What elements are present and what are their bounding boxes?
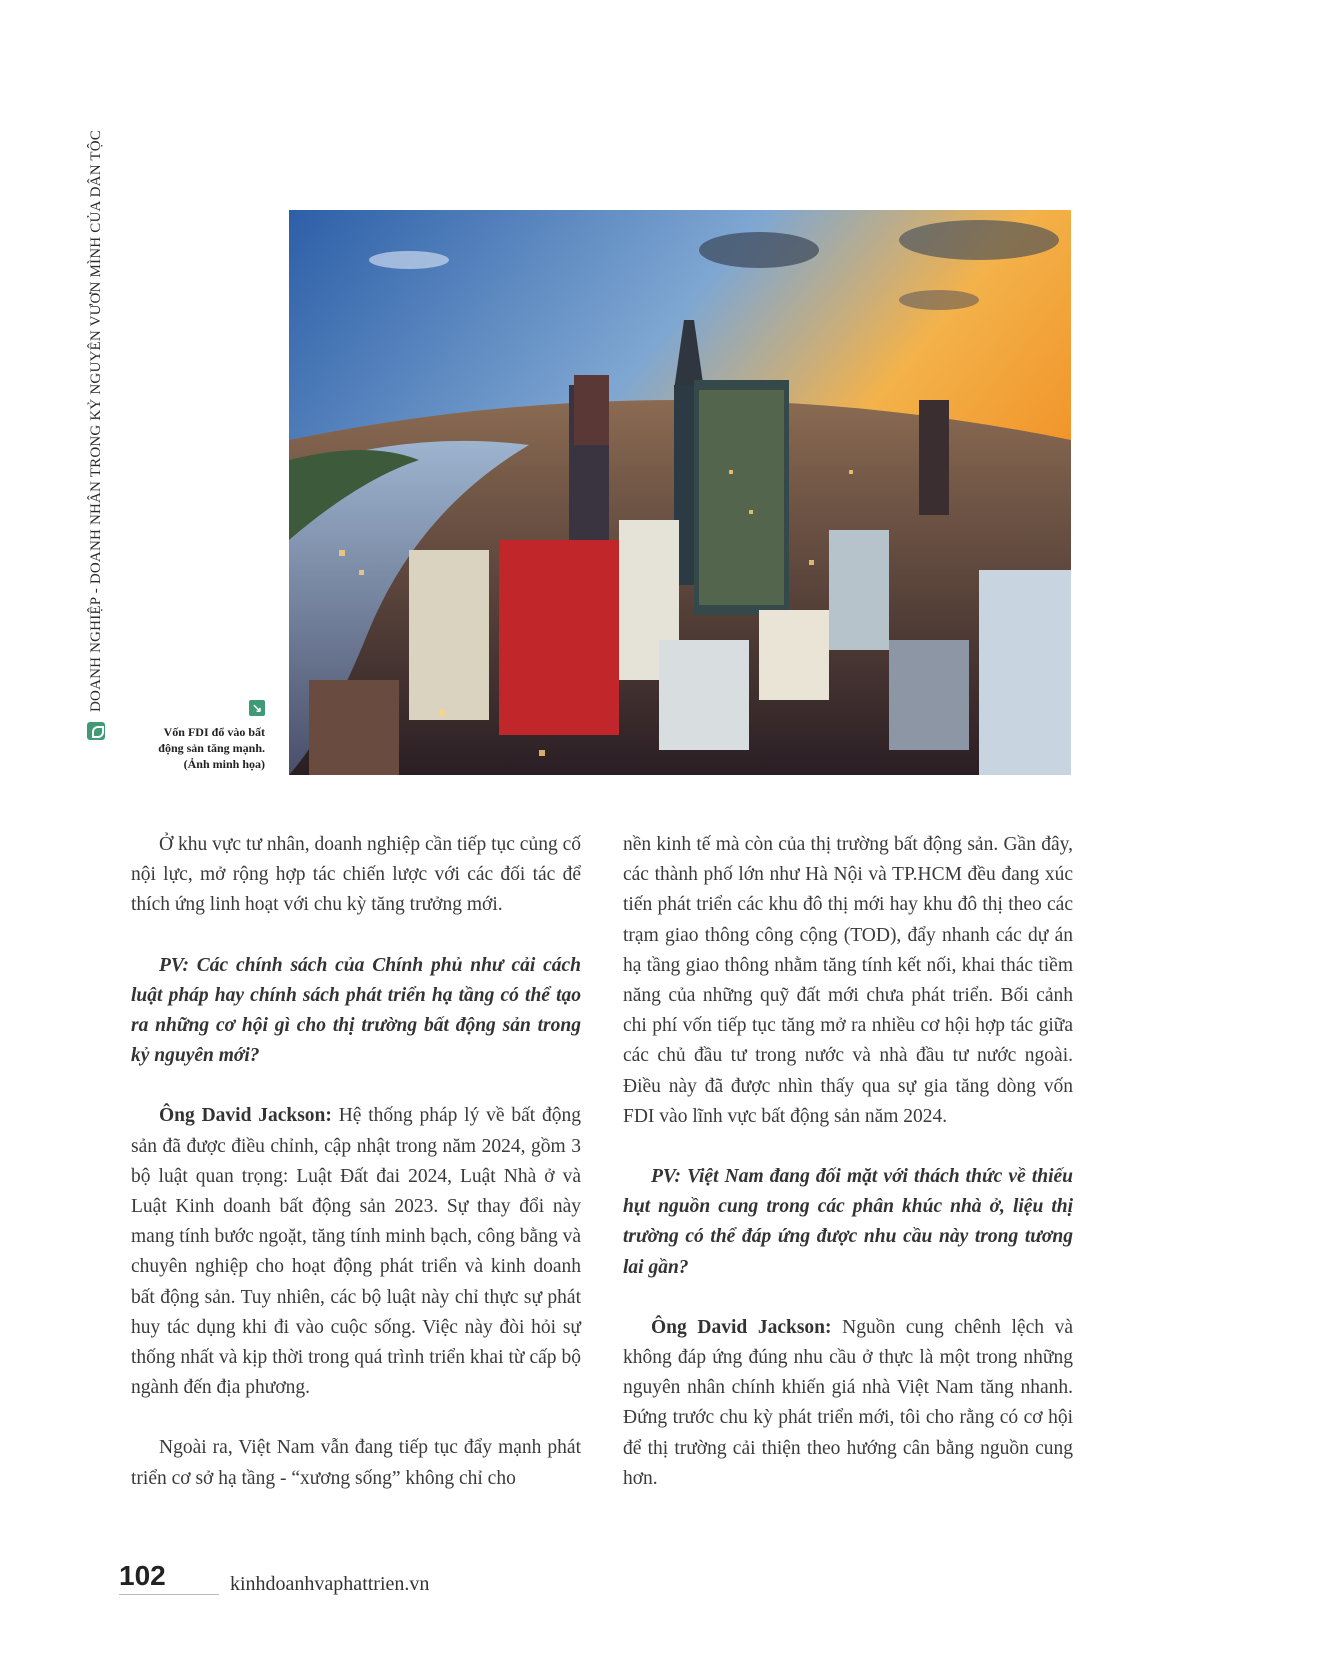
interview-answer: [131, 1101, 581, 1403]
page-number: 102: [119, 1560, 166, 1591]
section-logo-icon: [87, 722, 105, 740]
interview-question: PV: Các chính sách của Chính phủ như cải cách luật pháp hay chính sách phát triển hạ tầng có thể tạo ra những cơ hội gì cho thị trường bất động sản trong kỷ nguyên mới?: [131, 954, 581, 1067]
interview-question: PV: Việt Nam đang đối mặt với thách thức về thiếu hụt nguồn cung trong các phân khúc nhà ở, liệu thị trường có thể đáp ứng được nhu cầu này trong tương lai gần?: [623, 1166, 1073, 1278]
section-title: [87, 100, 105, 740]
city-skyline-illustration: [289, 210, 1071, 775]
paragraph: nền kinh tế mà còn của thị trường bất động sản. Gần đây, các thành phố lớn như Hà Nội và TP.HCM đều đang xúc tiến phát triển các khu đô thị mới hay khu đô thị theo các trạm giao thông công cộng (TOD), đẩy nhanh các dự án hạ tầng giao thông nhằm tăng tính kết nối, khai thác tiềm năng của những quỹ đất mới chưa phát triển. Bối cảnh chi phí vốn tiếp tục tăng mở ra nhiều cơ hội hợp tác giữa các chủ đầu tư trong nước và nhà đầu tư nước ngoài. Điều này đã được nhìn thấy qua sự gia tăng dòng vốn FDI vào lĩnh vực bất động sản năm 2024.: [623, 834, 1073, 1127]
caption-line: (Ảnh minh họa): [183, 757, 265, 771]
caption-line: Vốn FDI đổ vào bất: [163, 725, 265, 739]
answer-text: Hệ thống pháp lý về bất động sản đã được điều chỉnh, cập nhật trong năm 2024, gồm 3 bộ luật quan trọng: Luật Đất đai 2024, Luật Nhà ở và Luật Kinh doanh bất động sản 2023. Sự thay đổi này mang tính bước ngoặt, tăng tính minh bạch, công bằng và chuyên nghiệp cho hoạt động phát triển và kinh doanh bất động sản. Tuy nhiên, các bộ luật này chỉ thực sự phát huy tác dụng khi đi vào cuộc sống. Việc này đòi hỏi sự thống nhất và kịp thời trong quá trình triển khai từ cấp bộ ngành đến địa phương.: [131, 1105, 581, 1399]
speaker-name: Ông David Jackson:: [159, 1105, 332, 1127]
article-column-left: [131, 830, 581, 1524]
article-column-right: [623, 830, 1073, 1524]
section-title-text: DOANH NGHIỆP - DOANH NHÂN TRONG KỶ NGUYÊN VƯƠN MÌNH CỦA DÂN TỘC: [87, 129, 104, 712]
answer-text: Nguồn cung chênh lệch và không đáp ứng đúng nhu cầu ở thực là một trong những nguyên nhân chính khiến giá nhà Việt Nam tăng nhanh. Đứng trước chu kỳ phát triển mới, tôi cho rằng có cơ hội để thị trường cải thiện theo hướng cân bằng nguồn cung hơn.: [623, 1316, 1073, 1489]
interview-answer: [623, 1313, 1073, 1494]
caption-line: động sản tăng mạnh.: [158, 741, 265, 755]
paragraph: Ngoài ra, Việt Nam vẫn đang tiếp tục đẩy mạnh phát triển cơ sở hạ tầng - “xương sống” không chỉ cho: [131, 1437, 581, 1489]
city-photo: [289, 210, 1071, 775]
website-url: kinhdoanhvaphattrien.vn: [230, 1573, 430, 1595]
speaker-name: Ông David Jackson:: [651, 1316, 832, 1338]
caption-arrow-icon: ↘: [249, 700, 265, 716]
photo-caption: [130, 700, 265, 772]
footer-divider: [119, 1594, 219, 1595]
paragraph: Ở khu vực tư nhân, doanh nghiệp cần tiếp tục củng cố nội lực, mở rộng hợp tác chiến lược với các đối tác để thích ứng linh hoạt với chu kỳ tăng trưởng mới.: [131, 834, 581, 916]
